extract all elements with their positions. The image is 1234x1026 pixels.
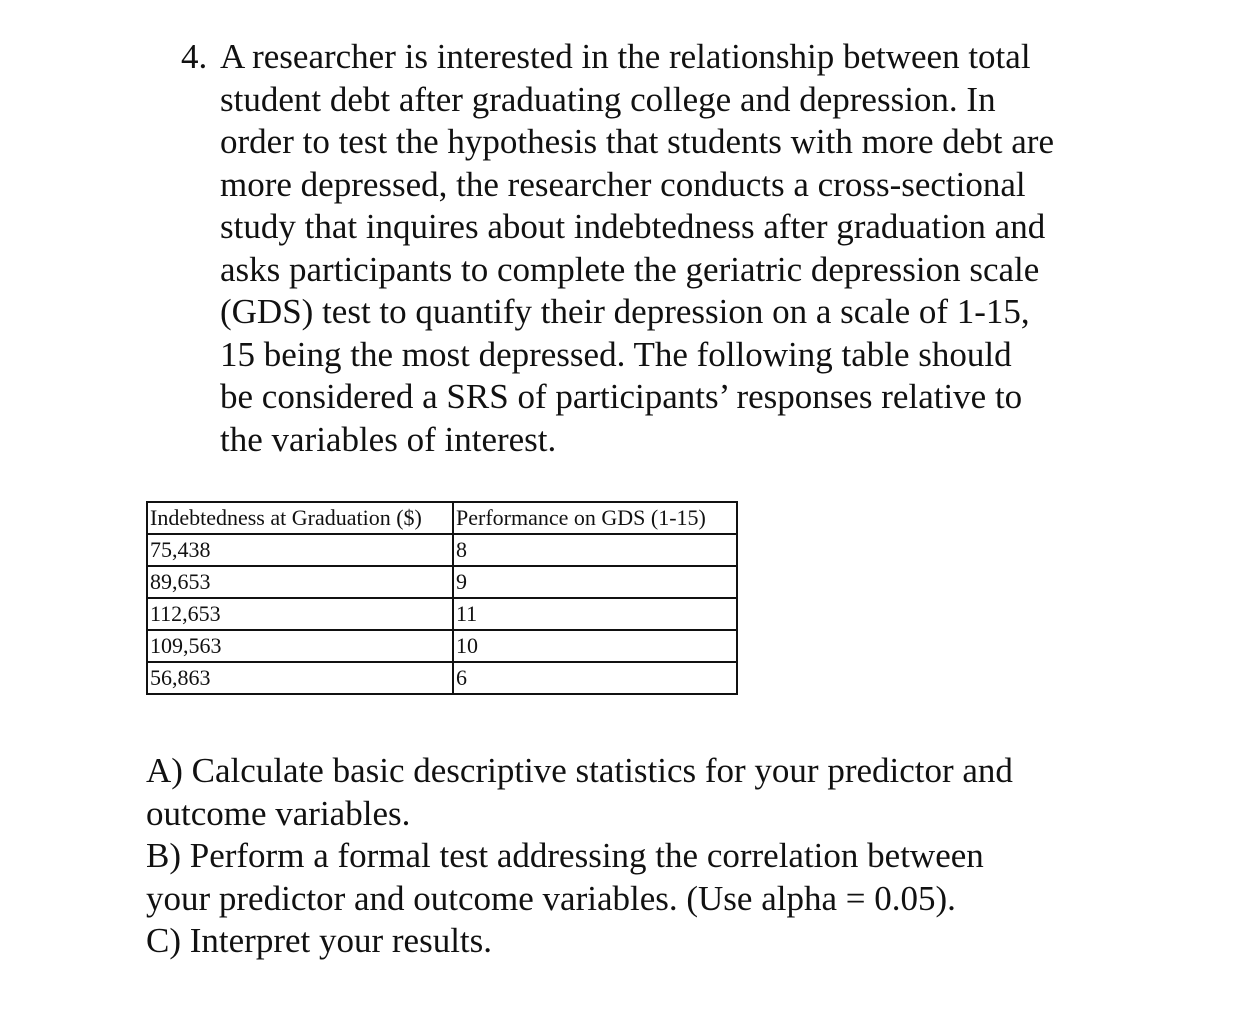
data-table <box>146 501 738 695</box>
question-c: C) Interpret your results. <box>146 921 493 960</box>
cell-gds: 8 <box>453 534 737 566</box>
cell-gds: 9 <box>453 566 737 598</box>
table-header-row <box>147 502 737 534</box>
question-a-continued: outcome variables. <box>146 793 411 833</box>
problem-statement <box>181 36 1121 461</box>
question-list <box>146 750 1146 963</box>
question-b-continued: your predictor and outcome variables. (Use alpha = 0.05). <box>146 878 956 918</box>
cell-gds: 6 <box>453 662 737 694</box>
problem-number: 4. <box>181 37 208 76</box>
table-row <box>147 566 737 598</box>
problem-line: more depressed, the researcher conducts a cross-sectional <box>220 164 1026 204</box>
cell-indebtedness: 56,863 <box>147 662 453 694</box>
problem-line: study that inquires about indebtedness after graduation and <box>220 207 1046 246</box>
problem-line: the variables of interest. <box>220 419 557 459</box>
cell-gds: 11 <box>453 598 737 630</box>
problem-line: be considered a SRS of participants’ responses relative to <box>220 377 1023 416</box>
problem-text <box>220 36 1121 461</box>
question-a: A) Calculate basic descriptive statistics for your predictor and <box>146 751 1013 790</box>
problem-line: 15 being the most depressed. The following table should <box>220 334 1012 374</box>
question-b: B) Perform a formal test addressing the correlation between <box>146 836 984 875</box>
table-row <box>147 598 737 630</box>
cell-indebtedness: 112,653 <box>147 598 453 630</box>
cell-indebtedness: 89,653 <box>147 566 453 598</box>
table-row <box>147 534 737 566</box>
table-row <box>147 662 737 694</box>
cell-indebtedness: 109,563 <box>147 630 453 662</box>
cell-gds: 10 <box>453 630 737 662</box>
table-row <box>147 630 737 662</box>
problem-line: order to test the hypothesis that students with more debt are <box>220 122 1054 161</box>
cell-indebtedness: 75,438 <box>147 534 453 566</box>
problem-line: asks participants to complete the geriatric depression scale <box>220 249 1040 289</box>
problem-line: A researcher is interested in the relationship between total <box>220 37 1031 76</box>
problem-line: student debt after graduating college and depression. In <box>220 79 996 119</box>
header-indebtedness: Indebtedness at Graduation ($) <box>147 502 453 534</box>
problem-line: (GDS) test to quantify their depression on a scale of 1-15, <box>220 292 1030 331</box>
header-gds: Performance on GDS (1-15) <box>453 502 737 534</box>
